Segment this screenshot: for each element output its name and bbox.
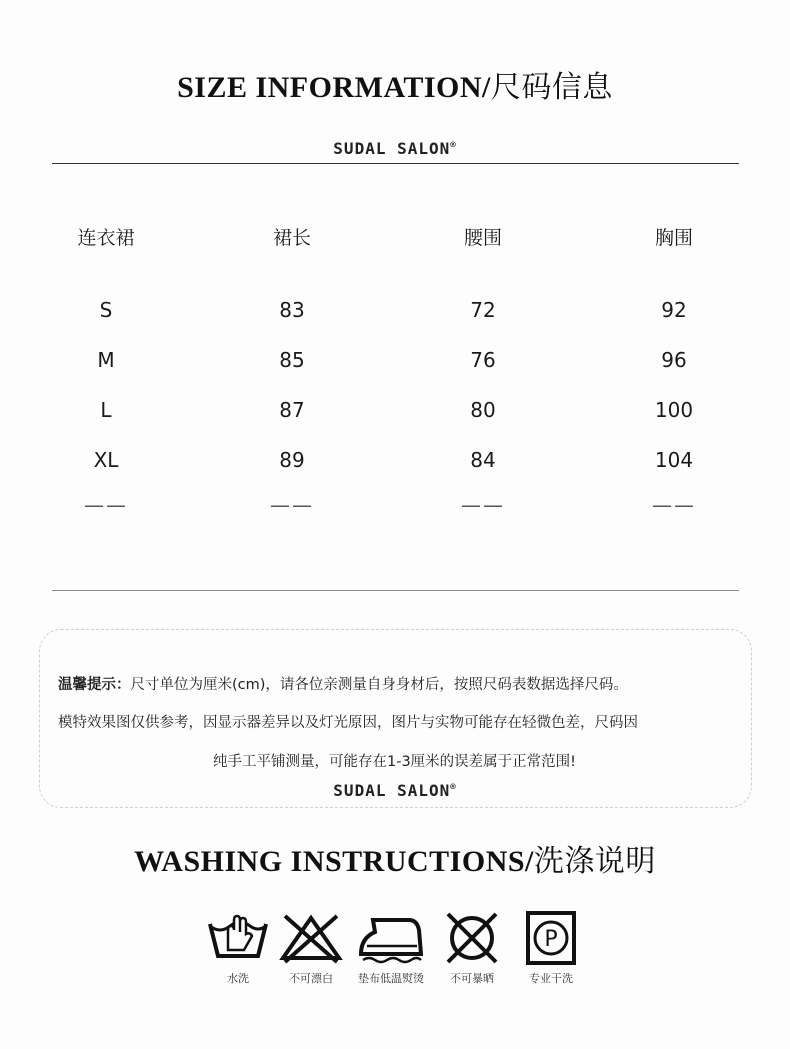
cell-waist: —— [461, 493, 505, 517]
washing-title-en: WASHING INSTRUCTIONS/ [134, 845, 534, 878]
size-info-title [0, 62, 790, 106]
header-dress: 连衣裙 [77, 227, 135, 249]
brand-logo-notice [0, 781, 790, 800]
low-iron-icon [359, 910, 423, 966]
notice-line-1 [58, 673, 628, 694]
hand-wash-label: 水洗 [227, 972, 249, 985]
washing-title-cn: 洗涤说明 [533, 844, 656, 879]
cell-waist: 80 [470, 398, 496, 422]
cell-length: 85 [279, 348, 305, 372]
cell-bust: 100 [654, 398, 694, 422]
top-divider [52, 163, 739, 164]
notice-label: 温馨提示： [58, 677, 131, 693]
size-info-title-cn: 尺码信息 [490, 70, 613, 105]
cell-size: XL [93, 448, 119, 472]
cell-length: 87 [279, 398, 305, 422]
cell-bust: 92 [661, 298, 687, 322]
hand-wash-icon [206, 910, 270, 966]
no-tumble-dry-label: 不可暴晒 [450, 972, 494, 985]
cell-waist: 72 [470, 298, 496, 322]
cell-size: S [99, 298, 113, 322]
cell-length: —— [270, 493, 314, 517]
cell-length: 83 [279, 298, 305, 322]
cell-size: M [97, 348, 115, 372]
header-length: 裙长 [272, 227, 311, 249]
brand-name: SUDAL SALON [333, 781, 451, 800]
notice-line-2: 模特效果图仅供参考，因显示器差异以及灯光原因，图片与实物可能存在轻微色差，尺码因 [58, 715, 638, 731]
svg-text:P: P [544, 927, 558, 952]
cell-waist: 76 [470, 348, 496, 372]
notice-text-1: 尺寸单位为厘米(cm)，请各位亲测量自身身材后，按照尺码表数据选择尺码。 [130, 677, 628, 693]
cell-size: L [100, 398, 112, 422]
notice-line-3: 纯手工平铺测量，可能存在1-3厘米的误差属于正常范围! [213, 754, 576, 770]
low-iron-label: 垫布低温熨烫 [358, 972, 424, 985]
cell-size: —— [84, 493, 128, 517]
registered-mark: ® [450, 782, 457, 793]
cell-bust: 104 [654, 448, 694, 472]
dry-clean-label: 专业干洗 [529, 972, 573, 985]
brand-name: SUDAL SALON [333, 139, 451, 158]
header-waist: 腰围 [463, 227, 502, 249]
no-bleach-label: 不可漂白 [289, 972, 333, 985]
bottom-divider [52, 590, 739, 591]
brand-logo-top [0, 139, 790, 158]
dry-clean-icon [519, 910, 583, 966]
cell-length: 89 [279, 448, 305, 472]
header-bust: 胸围 [654, 227, 693, 249]
cell-bust: —— [652, 493, 696, 517]
cell-bust: 96 [661, 348, 687, 372]
no-tumble-dry-icon [440, 910, 504, 966]
size-info-title-en: SIZE INFORMATION/ [177, 71, 491, 104]
washing-title [0, 836, 790, 880]
registered-mark: ® [450, 140, 457, 151]
no-bleach-icon [279, 910, 343, 966]
cell-waist: 84 [470, 448, 496, 472]
